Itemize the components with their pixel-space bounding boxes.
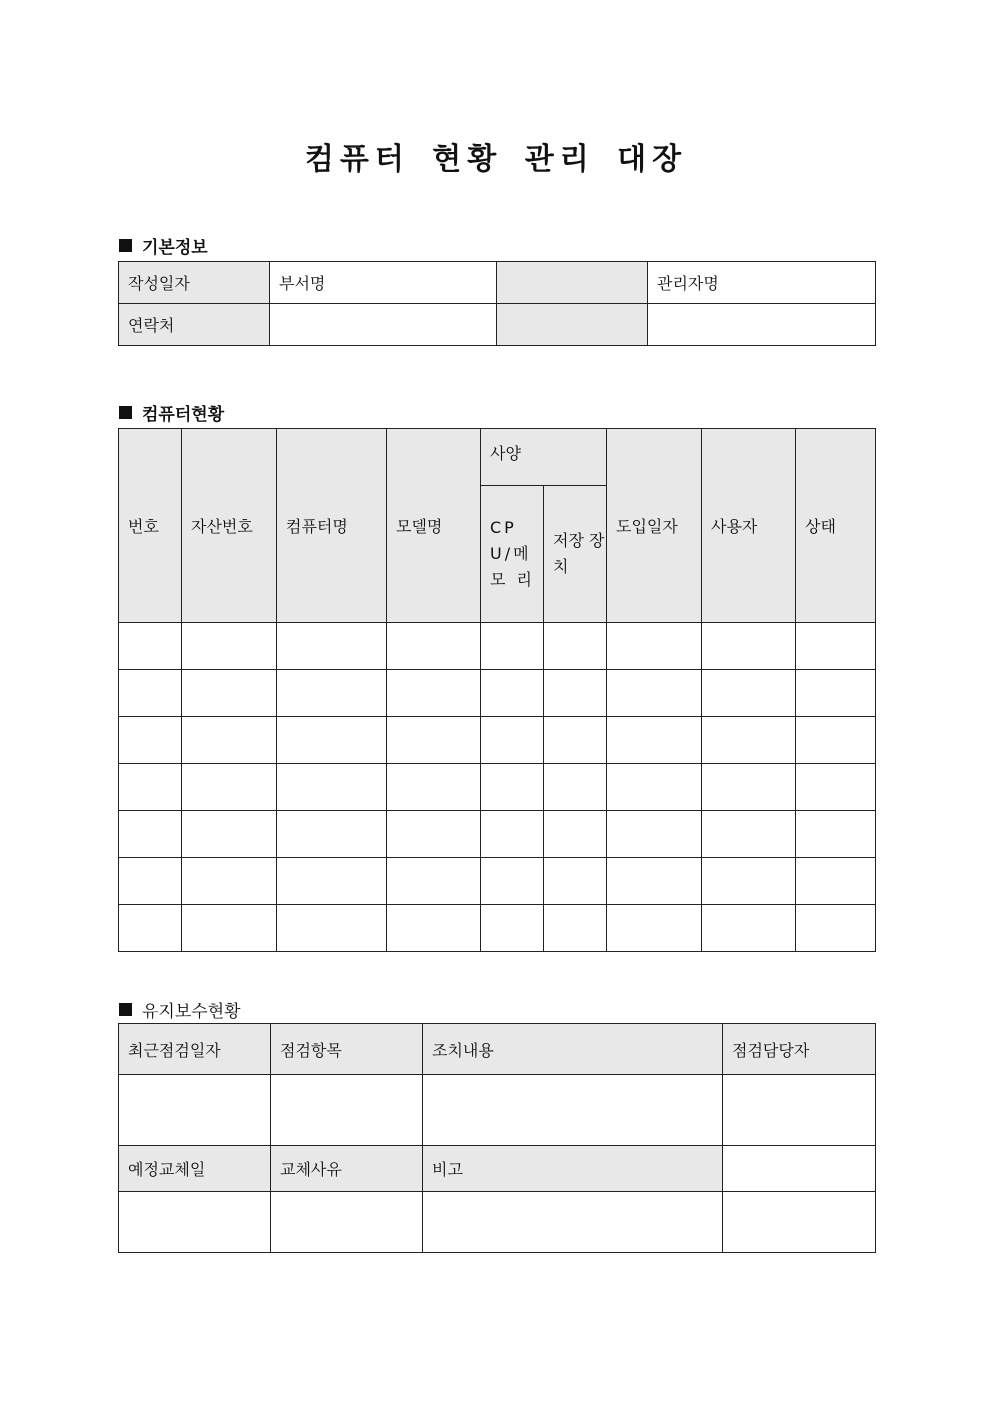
square-bullet-icon [119, 406, 132, 419]
table-cell[interactable] [544, 811, 607, 858]
contact-label: 연락처 [119, 304, 270, 346]
table-cell[interactable] [607, 623, 702, 670]
header-action: 조치내용 [423, 1024, 723, 1075]
table-cell[interactable] [119, 1075, 271, 1146]
table-cell[interactable] [607, 858, 702, 905]
table-cell[interactable] [182, 717, 277, 764]
table-cell[interactable] [481, 670, 544, 717]
header-spec: 사양 [481, 429, 607, 486]
table-cell[interactable] [607, 764, 702, 811]
basic-info-table [118, 261, 876, 346]
header-computer-name: 컴퓨터명 [277, 429, 387, 623]
header-check-item: 점검항목 [271, 1024, 423, 1075]
table-cell[interactable] [702, 670, 796, 717]
table-row [119, 670, 876, 717]
table-cell[interactable] [702, 623, 796, 670]
section-basic-info-label: 기본정보 [142, 238, 208, 258]
table-cell[interactable] [481, 811, 544, 858]
table-cell[interactable] [277, 764, 387, 811]
department-label: 부서명 [270, 262, 497, 304]
computer-status-table [118, 428, 876, 952]
table-cell[interactable] [182, 670, 277, 717]
header-number: 번호 [119, 429, 182, 623]
manager-name-label: 관리자명 [648, 262, 876, 304]
table-cell[interactable] [544, 670, 607, 717]
table-cell[interactable] [182, 811, 277, 858]
table-cell[interactable] [119, 905, 182, 952]
table-row [119, 623, 876, 670]
table-cell[interactable] [702, 905, 796, 952]
section-computers [119, 400, 224, 425]
table-cell[interactable] [796, 764, 876, 811]
table-cell[interactable] [119, 670, 182, 717]
table-cell[interactable] [277, 905, 387, 952]
table-cell[interactable] [119, 623, 182, 670]
table-cell[interactable] [182, 764, 277, 811]
header-inspector: 점검담당자 [723, 1024, 876, 1075]
section-basic-info [119, 233, 208, 258]
table-row [119, 905, 876, 952]
table-cell[interactable] [182, 623, 277, 670]
table-cell[interactable] [277, 623, 387, 670]
table-cell[interactable] [387, 670, 481, 717]
table-cell[interactable] [277, 858, 387, 905]
table-cell[interactable] [723, 1146, 876, 1192]
table-cell[interactable] [119, 811, 182, 858]
table-cell[interactable] [481, 717, 544, 764]
table-cell[interactable] [481, 858, 544, 905]
table-cell[interactable] [271, 1192, 423, 1253]
table-cell[interactable] [271, 1075, 423, 1146]
department-value-cell[interactable] [497, 262, 648, 304]
table-cell[interactable] [387, 858, 481, 905]
table-cell[interactable] [544, 717, 607, 764]
header-recent-check-date: 최근점검일자 [119, 1024, 271, 1075]
table-cell[interactable] [796, 858, 876, 905]
section-computers-label: 컴퓨터현황 [142, 405, 225, 425]
page-title: 컴퓨터 현황 관리 대장 [304, 142, 688, 177]
contact-value-cell[interactable] [270, 304, 497, 346]
header-cpu-memory: CPU/메 모 리 [481, 486, 544, 623]
table-cell[interactable] [119, 858, 182, 905]
table-cell[interactable] [119, 764, 182, 811]
table-cell[interactable] [481, 623, 544, 670]
table-cell[interactable] [182, 858, 277, 905]
table-row [119, 1075, 876, 1146]
header-replace-reason: 교체사유 [271, 1146, 423, 1192]
header-model-name: 모델명 [387, 429, 481, 623]
header-storage: 저장 장치 [544, 486, 607, 623]
table-cell[interactable] [702, 717, 796, 764]
table-cell[interactable] [481, 905, 544, 952]
table-cell[interactable] [119, 717, 182, 764]
maintenance-table [118, 1023, 876, 1253]
table-cell[interactable] [607, 717, 702, 764]
table-cell[interactable] [544, 858, 607, 905]
blank-gray-cell [497, 304, 648, 346]
header-replace-date: 예정교체일 [119, 1146, 271, 1192]
table-row [119, 1192, 876, 1253]
table-cell[interactable] [796, 905, 876, 952]
header-user: 사용자 [702, 429, 796, 623]
table-cell[interactable] [387, 811, 481, 858]
table-cell[interactable] [607, 811, 702, 858]
table-cell[interactable] [723, 1075, 876, 1146]
table-row [119, 811, 876, 858]
section-maintenance-label: 유지보수현황 [142, 1002, 241, 1022]
table-cell[interactable] [182, 905, 277, 952]
table-cell[interactable] [387, 623, 481, 670]
table-cell[interactable] [277, 717, 387, 764]
square-bullet-icon [119, 1003, 132, 1016]
table-cell[interactable] [387, 764, 481, 811]
table-cell[interactable] [387, 905, 481, 952]
table-row [119, 717, 876, 764]
table-cell[interactable] [544, 764, 607, 811]
table-row [119, 764, 876, 811]
table-cell[interactable] [702, 811, 796, 858]
table-cell[interactable] [796, 623, 876, 670]
table-cell[interactable] [119, 1192, 271, 1253]
header-note: 비고 [423, 1146, 723, 1192]
table-cell[interactable] [723, 1192, 876, 1253]
table-cell[interactable] [481, 764, 544, 811]
header-intro-date: 도입일자 [607, 429, 702, 623]
table-cell[interactable] [423, 1192, 723, 1253]
table-cell[interactable] [387, 717, 481, 764]
square-bullet-icon [119, 239, 132, 252]
table-cell[interactable] [277, 811, 387, 858]
table-cell[interactable] [544, 905, 607, 952]
table-cell[interactable] [544, 623, 607, 670]
table-row [119, 858, 876, 905]
table-cell[interactable] [702, 858, 796, 905]
table-cell[interactable] [607, 905, 702, 952]
created-date-label: 작성일자 [119, 262, 270, 304]
manager-value-cell[interactable] [648, 304, 876, 346]
header-status: 상태 [796, 429, 876, 623]
header-asset-number: 자산번호 [182, 429, 277, 623]
section-maintenance [119, 997, 241, 1022]
table-cell[interactable] [796, 717, 876, 764]
table-cell[interactable] [702, 764, 796, 811]
table-cell[interactable] [796, 670, 876, 717]
table-cell[interactable] [423, 1075, 723, 1146]
table-cell[interactable] [277, 670, 387, 717]
table-cell[interactable] [607, 670, 702, 717]
table-cell[interactable] [796, 811, 876, 858]
